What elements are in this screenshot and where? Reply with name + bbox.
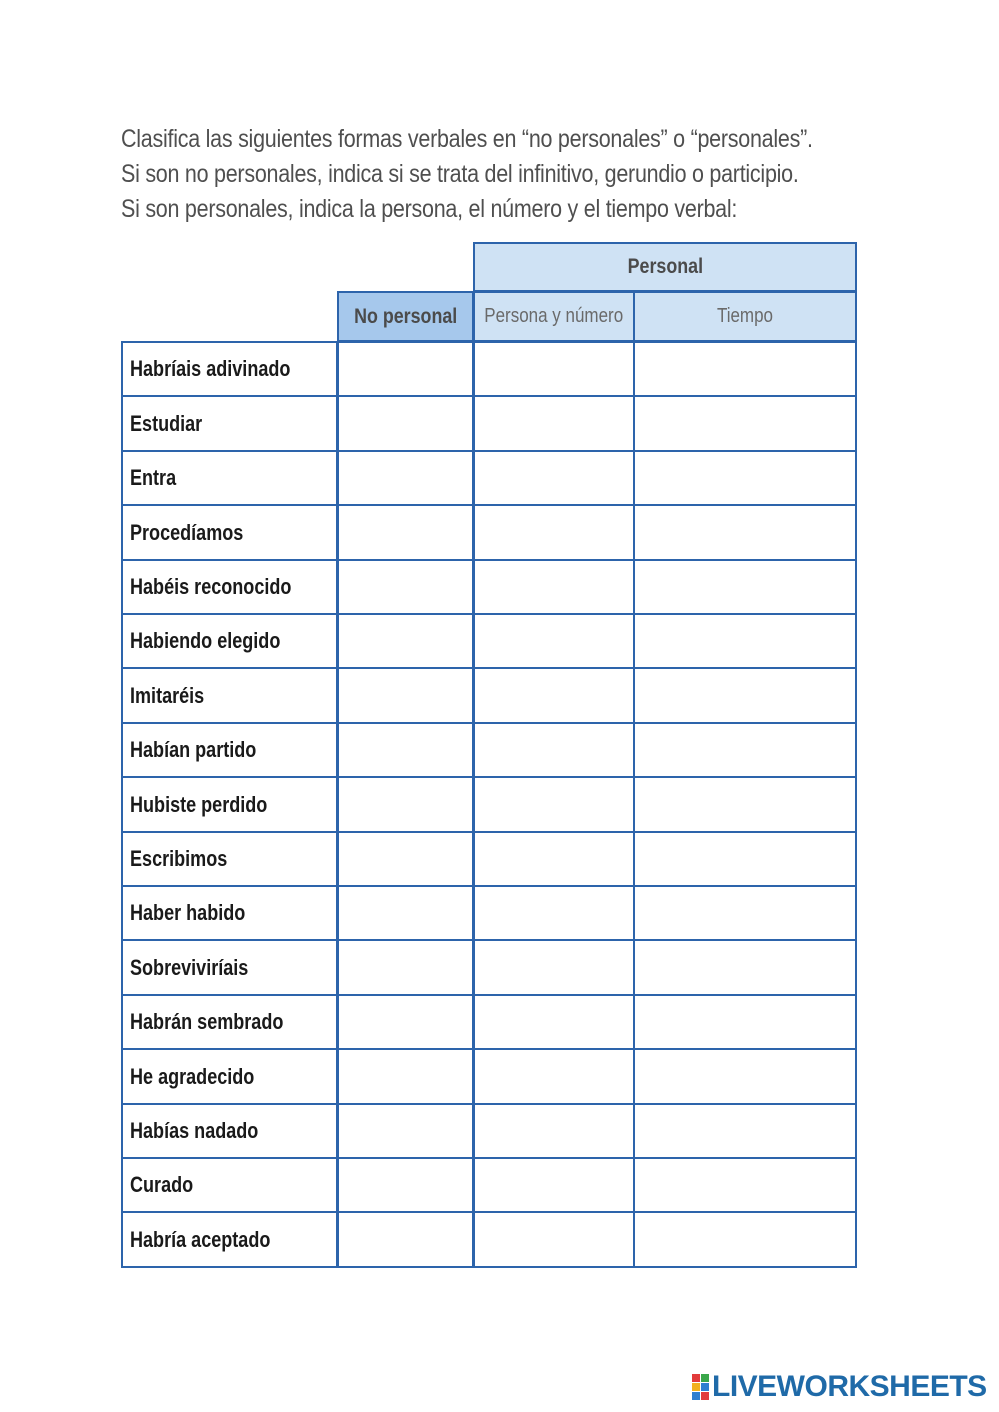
- liveworksheets-mark-icon: [692, 1374, 709, 1400]
- persona-numero-input-cell[interactable]: [473, 994, 635, 1050]
- verb-form-label: Procedíamos: [130, 519, 244, 545]
- tiempo-input-cell[interactable]: [633, 776, 857, 833]
- verb-form-label: He agradecido: [130, 1063, 255, 1089]
- no-personal-input-cell[interactable]: [337, 1157, 474, 1213]
- verb-form-cell: [121, 885, 338, 941]
- header-no-personal-label: No personal: [353, 304, 458, 328]
- instruction-line-1: Clasifica las siguientes formas verbales en “no personales” o “personales”.: [121, 125, 813, 153]
- verb-form-label: Estudiar: [130, 410, 203, 436]
- header-persona-numero: [473, 291, 635, 342]
- persona-numero-input-cell[interactable]: [473, 667, 635, 724]
- tiempo-input-cell[interactable]: [633, 939, 857, 996]
- instruction-line-2: Si son no personales, indica si se trata del infinitivo, gerundio o participio.: [121, 160, 799, 188]
- logo-square: [701, 1374, 709, 1382]
- tiempo-input-cell[interactable]: [633, 1211, 857, 1268]
- persona-numero-input-cell[interactable]: [473, 776, 635, 833]
- tiempo-input-cell[interactable]: [633, 667, 857, 724]
- no-personal-input-cell[interactable]: [337, 722, 474, 778]
- no-personal-input-cell[interactable]: [337, 395, 474, 452]
- verb-form-cell: [121, 395, 338, 452]
- tiempo-input-cell[interactable]: [633, 831, 857, 887]
- persona-numero-input-cell[interactable]: [473, 559, 635, 615]
- tiempo-input-cell[interactable]: [633, 450, 857, 506]
- no-personal-input-cell[interactable]: [337, 1103, 474, 1159]
- logo-square: [692, 1374, 700, 1382]
- persona-numero-input-cell[interactable]: [473, 885, 635, 941]
- no-personal-input-cell[interactable]: [337, 939, 474, 996]
- logo-square: [692, 1392, 700, 1400]
- persona-numero-input-cell[interactable]: [473, 504, 635, 561]
- persona-numero-input-cell[interactable]: [473, 613, 635, 669]
- no-personal-input-cell[interactable]: [337, 559, 474, 615]
- verb-form-label: Sobreviviríais: [130, 954, 249, 980]
- no-personal-input-cell[interactable]: [337, 776, 474, 833]
- persona-numero-input-cell[interactable]: [473, 831, 635, 887]
- verb-form-cell: [121, 831, 338, 887]
- tiempo-input-cell[interactable]: [633, 1048, 857, 1105]
- verb-form-cell: [121, 776, 338, 833]
- verb-form-cell: [121, 1103, 338, 1159]
- no-personal-input-cell[interactable]: [337, 994, 474, 1050]
- verb-form-label: Habéis reconocido: [130, 574, 292, 599]
- verb-form-cell: [121, 1157, 338, 1213]
- verb-form-cell: [121, 341, 338, 397]
- verb-form-label: Escribimos: [130, 846, 228, 871]
- verb-form-cell: [121, 939, 338, 996]
- header-personal: [473, 242, 857, 292]
- instruction-line-3: Si son personales, indica la persona, el número y el tiempo verbal:: [121, 195, 738, 223]
- header-no-personal: [337, 291, 474, 342]
- verb-form-label: Habríais adivinado: [130, 356, 291, 381]
- logo-square: [701, 1392, 709, 1400]
- verb-form-label: Imitaréis: [130, 682, 205, 708]
- logo-square: [701, 1383, 709, 1391]
- persona-numero-input-cell[interactable]: [473, 395, 635, 452]
- verb-form-label: Habrán sembrado: [130, 1009, 284, 1034]
- no-personal-input-cell[interactable]: [337, 831, 474, 887]
- tiempo-input-cell[interactable]: [633, 504, 857, 561]
- header-tiempo-label: Tiempo: [716, 305, 774, 327]
- verb-form-cell: [121, 559, 338, 615]
- tiempo-input-cell[interactable]: [633, 395, 857, 452]
- verb-form-label: Haber habido: [130, 900, 246, 925]
- no-personal-input-cell[interactable]: [337, 667, 474, 724]
- verb-form-label: Habiendo elegido: [130, 628, 281, 653]
- no-personal-input-cell[interactable]: [337, 341, 474, 397]
- logo-square: [692, 1383, 700, 1391]
- tiempo-input-cell[interactable]: [633, 994, 857, 1050]
- verb-form-cell: [121, 667, 338, 724]
- tiempo-input-cell[interactable]: [633, 613, 857, 669]
- tiempo-input-cell[interactable]: [633, 885, 857, 941]
- verb-form-cell: [121, 1048, 338, 1105]
- persona-numero-input-cell[interactable]: [473, 722, 635, 778]
- persona-numero-input-cell[interactable]: [473, 939, 635, 996]
- verb-form-cell: [121, 613, 338, 669]
- verb-form-cell: [121, 504, 338, 561]
- no-personal-input-cell[interactable]: [337, 450, 474, 506]
- tiempo-input-cell[interactable]: [633, 341, 857, 397]
- tiempo-input-cell[interactable]: [633, 559, 857, 615]
- persona-numero-input-cell[interactable]: [473, 450, 635, 506]
- liveworksheets-logo: [692, 1372, 987, 1402]
- brand-name: LIVEWORKSHEETS: [712, 1370, 987, 1403]
- verb-form-label: Curado: [130, 1172, 194, 1197]
- instructions: [121, 122, 881, 227]
- verb-form-label: Entra: [130, 465, 177, 490]
- no-personal-input-cell[interactable]: [337, 885, 474, 941]
- persona-numero-input-cell[interactable]: [473, 1211, 635, 1268]
- tiempo-input-cell[interactable]: [633, 1157, 857, 1213]
- no-personal-input-cell[interactable]: [337, 613, 474, 669]
- no-personal-input-cell[interactable]: [337, 1211, 474, 1268]
- header-tiempo: [633, 291, 857, 342]
- verb-form-label: Habías nadado: [130, 1118, 259, 1143]
- no-personal-input-cell[interactable]: [337, 1048, 474, 1105]
- persona-numero-input-cell[interactable]: [473, 1103, 635, 1159]
- verb-form-label: Habría aceptado: [130, 1226, 271, 1252]
- verb-form-label: Hubiste perdido: [130, 791, 268, 817]
- persona-numero-input-cell[interactable]: [473, 1048, 635, 1105]
- verb-form-cell: [121, 994, 338, 1050]
- persona-numero-input-cell[interactable]: [473, 341, 635, 397]
- header-persona-numero-label: Persona y número: [484, 305, 624, 327]
- header-personal-label: Personal: [627, 255, 703, 278]
- tiempo-input-cell[interactable]: [633, 1103, 857, 1159]
- verb-form-label: Habían partido: [130, 737, 257, 762]
- tiempo-input-cell[interactable]: [633, 722, 857, 778]
- verb-form-cell: [121, 1211, 338, 1268]
- persona-numero-input-cell[interactable]: [473, 1157, 635, 1213]
- no-personal-input-cell[interactable]: [337, 504, 474, 561]
- verb-form-cell: [121, 722, 338, 778]
- verb-form-cell: [121, 450, 338, 506]
